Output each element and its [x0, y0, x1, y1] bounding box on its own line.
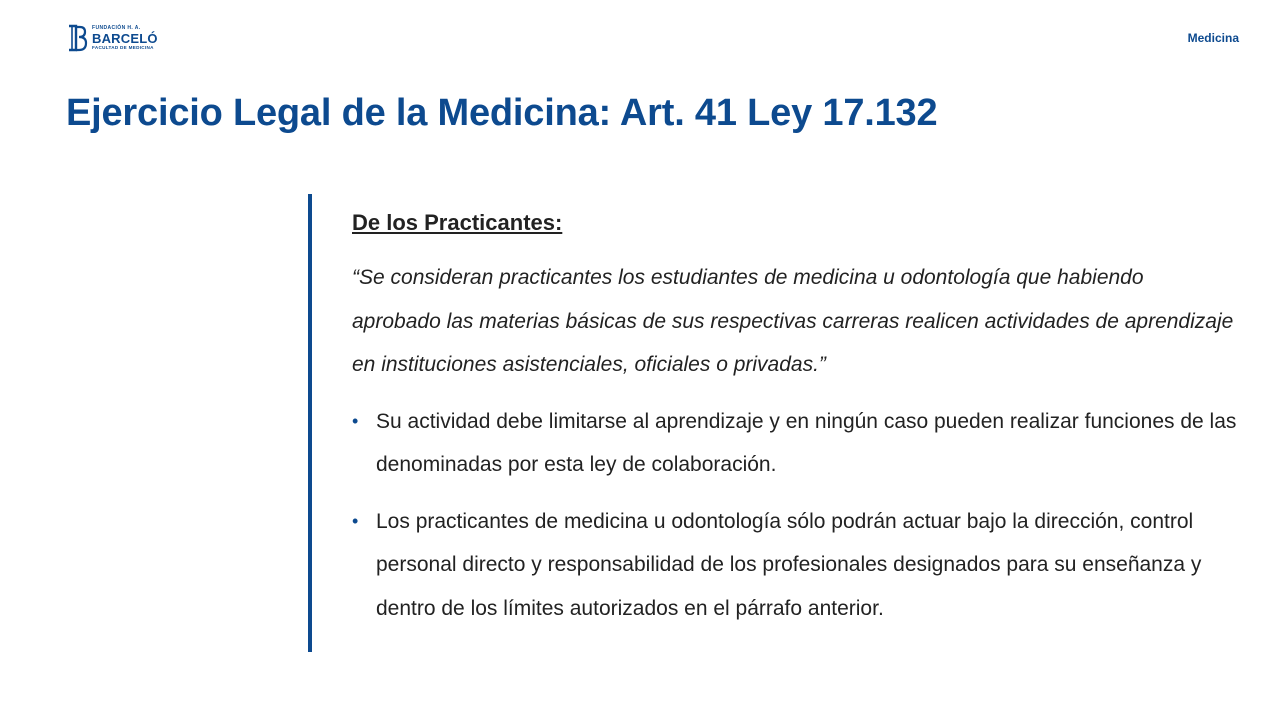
- bullet-text: Su actividad debe limitarse al aprendizaje y en ningún caso pueden realizar funciones de las denominadas por esta ley de colaboración.: [376, 409, 1237, 476]
- logo-foundation-text: FUNDACIÓN H. A.: [92, 24, 141, 31]
- barcelo-monogram-icon: [66, 22, 88, 54]
- logo-brand-text: BARCELÓ: [92, 30, 158, 46]
- bullet-list: [352, 400, 1238, 631]
- barcelo-logo: [66, 22, 158, 54]
- slide-title: Ejercicio Legal de la Medicina: Art. 41 Ley 17.132: [66, 92, 938, 134]
- bullet-text: Los practicantes de medicina u odontología sólo podrán actuar bajo la dirección, control personal directo y responsabilidad de los profesionales designados para su enseñanza y dentro de los límites autorizados en el párrafo anterior.: [376, 509, 1202, 620]
- bullet-item: [352, 400, 1238, 487]
- bullet-item: [352, 500, 1238, 631]
- logo-faculty-text: FACULTAD DE MEDICINA: [92, 44, 154, 50]
- bullet-dot-icon: •: [352, 510, 359, 531]
- law-quote: “Se consideran practicantes los estudiantes de medicina u odontología que habiendo aprobado las materias básicas de sus respectivas carreras realicen actividades de aprendizaje en instituciones asistenciales, oficiales o privadas.”: [352, 266, 1234, 376]
- section-label: Medicina: [1187, 31, 1239, 45]
- content-subtitle: De los Practicantes:: [352, 210, 563, 235]
- bullet-dot-icon: •: [352, 410, 359, 431]
- content-block: [308, 194, 1238, 652]
